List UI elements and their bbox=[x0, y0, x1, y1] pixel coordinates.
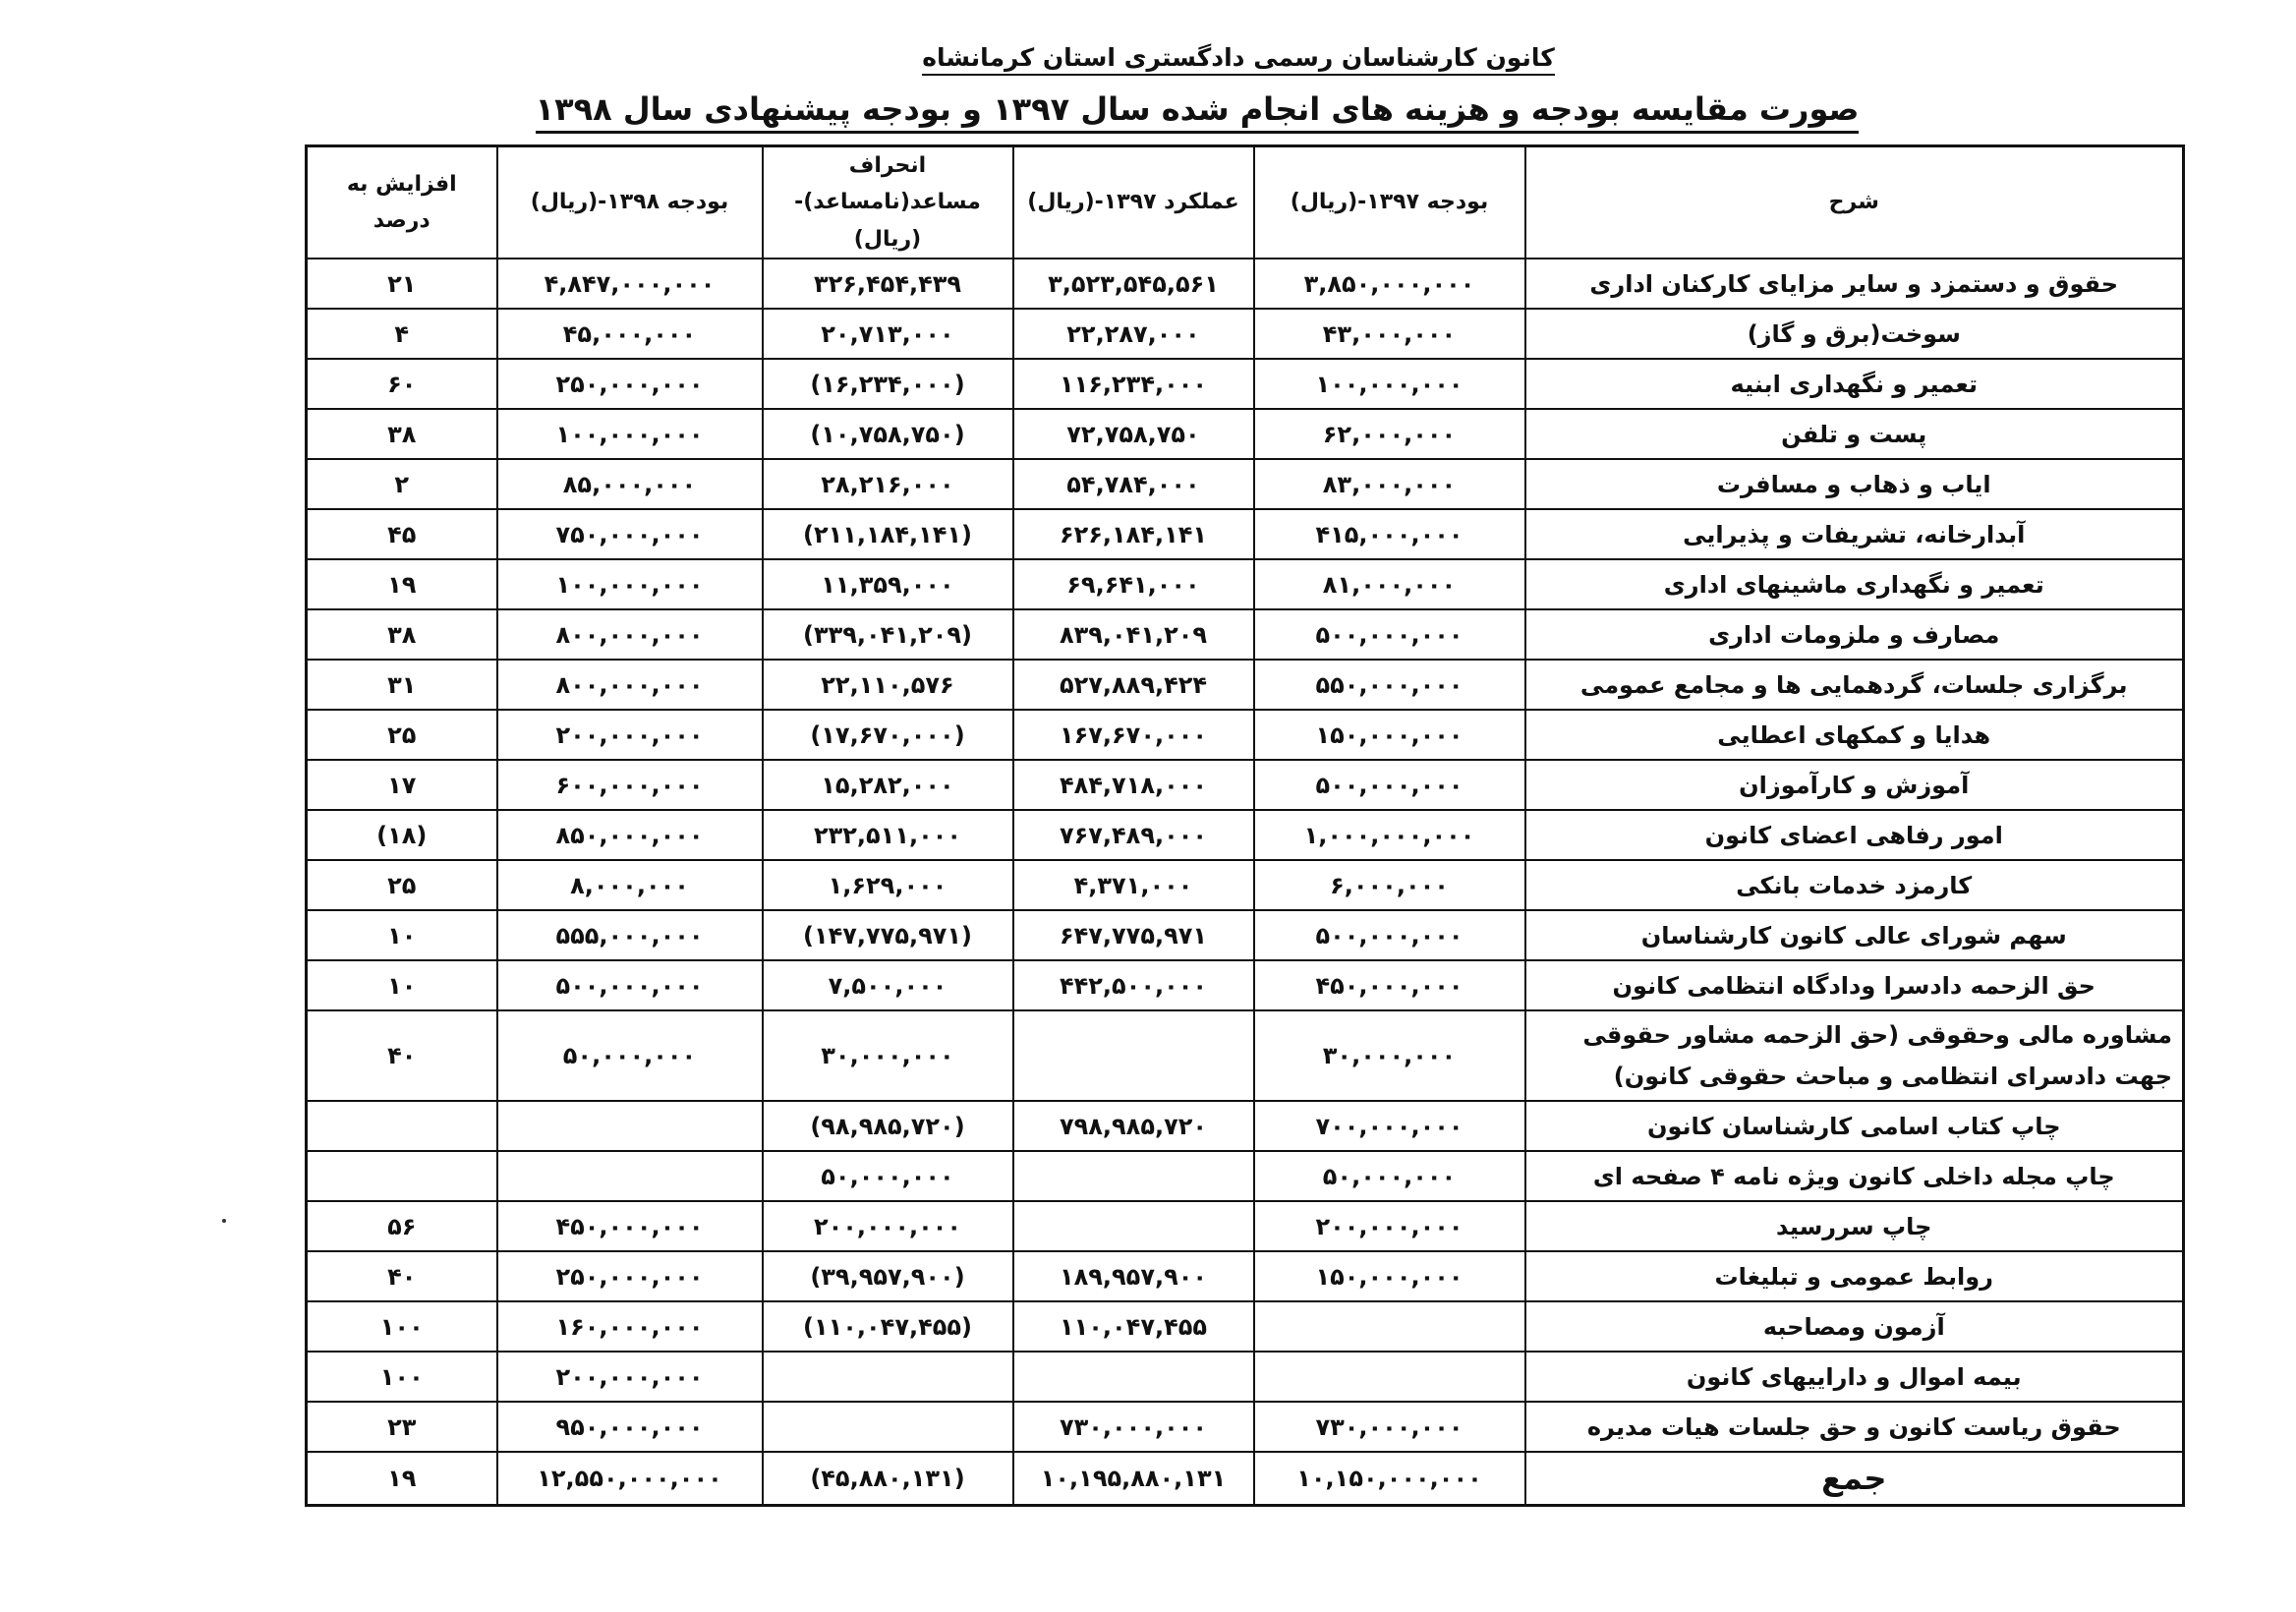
row-deviation: (۱۰,۷۵۸,۷۵۰) bbox=[763, 409, 1013, 459]
row-budget-1397: ۱۵۰,۰۰۰,۰۰۰ bbox=[1254, 710, 1525, 760]
row-deviation: ۳۲۶,۴۵۴,۴۳۹ bbox=[763, 259, 1013, 309]
table-row bbox=[307, 509, 2184, 559]
table-row bbox=[307, 760, 2184, 810]
table-row bbox=[307, 710, 2184, 760]
row-deviation bbox=[763, 1352, 1013, 1402]
row-deviation: (۱۷,۶۷۰,۰۰۰) bbox=[763, 710, 1013, 760]
table-row bbox=[307, 459, 2184, 509]
row-increase-percent: ۱۰۰ bbox=[307, 1352, 497, 1402]
row-description: سهم شورای عالی کانون کارشناسان bbox=[1525, 910, 2184, 960]
row-budget-1397: ۴۳,۰۰۰,۰۰۰ bbox=[1254, 309, 1525, 359]
row-actual-1397: ۴۴۲,۵۰۰,۰۰۰ bbox=[1013, 960, 1254, 1010]
row-actual-1397: ۲۲,۲۸۷,۰۰۰ bbox=[1013, 309, 1254, 359]
row-increase-percent: ۱۰ bbox=[307, 960, 497, 1010]
row-budget-1398: ۱۰۰,۰۰۰,۰۰۰ bbox=[497, 409, 763, 459]
row-budget-1397: ۴۱۵,۰۰۰,۰۰۰ bbox=[1254, 509, 1525, 559]
row-description: بیمه اموال و داراییهای کانون bbox=[1525, 1352, 2184, 1402]
row-increase-percent: ۳۱ bbox=[307, 660, 497, 710]
row-budget-1398: ۲۰۰,۰۰۰,۰۰۰ bbox=[497, 710, 763, 760]
row-increase-percent: ۵۶ bbox=[307, 1201, 497, 1251]
scan-speck bbox=[222, 1219, 226, 1223]
row-description: هدایا و کمکهای اعطایی bbox=[1525, 710, 2184, 760]
row-deviation: ۲۲,۱۱۰,۵۷۶ bbox=[763, 660, 1013, 710]
row-deviation: ۱۱,۳۵۹,۰۰۰ bbox=[763, 559, 1013, 609]
document-title bbox=[0, 90, 2296, 134]
row-actual-1397: ۵۲۷,۸۸۹,۴۲۴ bbox=[1013, 660, 1254, 710]
row-budget-1397 bbox=[1254, 1352, 1525, 1402]
row-actual-1397: ۳,۵۲۳,۵۴۵,۵۶۱ bbox=[1013, 259, 1254, 309]
budget-comparison-table bbox=[305, 144, 2185, 1507]
row-budget-1398: ۵۰۰,۰۰۰,۰۰۰ bbox=[497, 960, 763, 1010]
row-deviation: (۹۸,۹۸۵,۷۲۰) bbox=[763, 1101, 1013, 1151]
row-budget-1397: ۷۳۰,۰۰۰,۰۰۰ bbox=[1254, 1402, 1525, 1452]
row-budget-1398: ۸۵۰,۰۰۰,۰۰۰ bbox=[497, 810, 763, 860]
row-deviation: ۵۰,۰۰۰,۰۰۰ bbox=[763, 1151, 1013, 1201]
table-row bbox=[307, 910, 2184, 960]
row-description: تعمیر و نگهداری ابنیه bbox=[1525, 359, 2184, 409]
row-description: مصارف و ملزومات اداری bbox=[1525, 609, 2184, 660]
row-description: چاپ کتاب اسامی کارشناسان کانون bbox=[1525, 1101, 2184, 1151]
row-budget-1398: ۱۶۰,۰۰۰,۰۰۰ bbox=[497, 1301, 763, 1352]
row-budget-1398: ۴,۸۴۷,۰۰۰,۰۰۰ bbox=[497, 259, 763, 309]
row-deviation: ۲۸,۲۱۶,۰۰۰ bbox=[763, 459, 1013, 509]
table-row bbox=[307, 1251, 2184, 1301]
row-description: پست و تلفن bbox=[1525, 409, 2184, 459]
row-description: جمع bbox=[1525, 1452, 2184, 1506]
table-row bbox=[307, 609, 2184, 660]
table-row bbox=[307, 409, 2184, 459]
row-description: حق الزحمه دادسرا ودادگاه انتظامی کانون bbox=[1525, 960, 2184, 1010]
row-budget-1398: ۲۵۰,۰۰۰,۰۰۰ bbox=[497, 1251, 763, 1301]
row-budget-1398: ۹۵۰,۰۰۰,۰۰۰ bbox=[497, 1402, 763, 1452]
row-increase-percent: ۴۰ bbox=[307, 1251, 497, 1301]
row-description: چاپ سررسید bbox=[1525, 1201, 2184, 1251]
table-row bbox=[307, 259, 2184, 309]
row-actual-1397: ۶۹,۶۴۱,۰۰۰ bbox=[1013, 559, 1254, 609]
row-description: امور رفاهی اعضای کانون bbox=[1525, 810, 2184, 860]
row-description: حقوق و دستمزد و سایر مزایای کارکنان اداری bbox=[1525, 259, 2184, 309]
row-description: روابط عمومی و تبلیغات bbox=[1525, 1251, 2184, 1301]
row-budget-1398: ۸۰۰,۰۰۰,۰۰۰ bbox=[497, 609, 763, 660]
row-budget-1398: ۵۰,۰۰۰,۰۰۰ bbox=[497, 1010, 763, 1101]
row-budget-1398: ۲۵۰,۰۰۰,۰۰۰ bbox=[497, 359, 763, 409]
row-actual-1397: ۷۲,۷۵۸,۷۵۰ bbox=[1013, 409, 1254, 459]
row-budget-1397: ۵۰۰,۰۰۰,۰۰۰ bbox=[1254, 609, 1525, 660]
row-description: حقوق ریاست کانون و حق جلسات هیات مدیره bbox=[1525, 1402, 2184, 1452]
row-budget-1398: ۴۵۰,۰۰۰,۰۰۰ bbox=[497, 1201, 763, 1251]
table-row bbox=[307, 309, 2184, 359]
row-description: ایاب و ذهاب و مسافرت bbox=[1525, 459, 2184, 509]
row-budget-1398: ۸,۰۰۰,۰۰۰ bbox=[497, 860, 763, 910]
total-row bbox=[307, 1452, 2184, 1506]
table-row bbox=[307, 359, 2184, 409]
row-deviation: (۳۳۹,۰۴۱,۲۰۹) bbox=[763, 609, 1013, 660]
row-increase-percent: ۴ bbox=[307, 309, 497, 359]
row-actual-1397: ۷۹۸,۹۸۵,۷۲۰ bbox=[1013, 1101, 1254, 1151]
row-budget-1398: ۱۰۰,۰۰۰,۰۰۰ bbox=[497, 559, 763, 609]
row-deviation: ۲۰۰,۰۰۰,۰۰۰ bbox=[763, 1201, 1013, 1251]
row-budget-1397: ۱۵۰,۰۰۰,۰۰۰ bbox=[1254, 1251, 1525, 1301]
row-budget-1397: ۱۰,۱۵۰,۰۰۰,۰۰۰ bbox=[1254, 1452, 1525, 1506]
table-row bbox=[307, 1101, 2184, 1151]
header-budget-1398: بودجه ۱۳۹۸-(ریال) bbox=[497, 146, 763, 259]
row-deviation: ۱,۶۲۹,۰۰۰ bbox=[763, 860, 1013, 910]
row-budget-1397: ۴۵۰,۰۰۰,۰۰۰ bbox=[1254, 960, 1525, 1010]
row-budget-1397: ۳۰,۰۰۰,۰۰۰ bbox=[1254, 1010, 1525, 1101]
organization-title bbox=[0, 43, 2296, 76]
row-budget-1397: ۶,۰۰۰,۰۰۰ bbox=[1254, 860, 1525, 910]
row-budget-1398: ۸۵,۰۰۰,۰۰۰ bbox=[497, 459, 763, 509]
row-actual-1397 bbox=[1013, 1010, 1254, 1101]
row-increase-percent: ۱۷ bbox=[307, 760, 497, 810]
row-increase-percent: ۴۰ bbox=[307, 1010, 497, 1101]
row-description: مشاوره مالی وحقوقی (حق الزحمه مشاور حقوقی جهت دادسرای انتظامی و مباحث حقوقی کانون) bbox=[1525, 1010, 2184, 1101]
row-actual-1397: ۷۶۷,۴۸۹,۰۰۰ bbox=[1013, 810, 1254, 860]
row-budget-1397: ۶۲,۰۰۰,۰۰۰ bbox=[1254, 409, 1525, 459]
row-actual-1397: ۴,۳۷۱,۰۰۰ bbox=[1013, 860, 1254, 910]
row-budget-1398: ۶۰۰,۰۰۰,۰۰۰ bbox=[497, 760, 763, 810]
row-increase-percent: ۲۳ bbox=[307, 1402, 497, 1452]
row-actual-1397: ۱۱۶,۲۳۴,۰۰۰ bbox=[1013, 359, 1254, 409]
row-budget-1397: ۱۰۰,۰۰۰,۰۰۰ bbox=[1254, 359, 1525, 409]
row-deviation: ۱۵,۲۸۲,۰۰۰ bbox=[763, 760, 1013, 810]
table-row bbox=[307, 860, 2184, 910]
row-deviation: (۱۴۷,۷۷۵,۹۷۱) bbox=[763, 910, 1013, 960]
row-deviation: (۲۱۱,۱۸۴,۱۴۱) bbox=[763, 509, 1013, 559]
row-description: تعمیر و نگهداری ماشینهای اداری bbox=[1525, 559, 2184, 609]
table-row bbox=[307, 1402, 2184, 1452]
table-row bbox=[307, 1301, 2184, 1352]
row-increase-percent bbox=[307, 1151, 497, 1201]
row-budget-1398: ۴۵,۰۰۰,۰۰۰ bbox=[497, 309, 763, 359]
header-increase-percent: افزایش به درصد bbox=[307, 146, 497, 259]
row-actual-1397: ۱۱۰,۰۴۷,۴۵۵ bbox=[1013, 1301, 1254, 1352]
table-body bbox=[307, 259, 2184, 1506]
table-row bbox=[307, 1201, 2184, 1251]
row-increase-percent: ۱۰۰ bbox=[307, 1301, 497, 1352]
document-title-text: صورت مقایسه بودجه و هزینه های انجام شده سال ۱۳۹۷ و بودجه پیشنهادی سال ۱۳۹۸ bbox=[536, 90, 1860, 134]
header-budget-1397: بودجه ۱۳۹۷-(ریال) bbox=[1254, 146, 1525, 259]
row-increase-percent: ۴۵ bbox=[307, 509, 497, 559]
row-increase-percent: ۱۹ bbox=[307, 1452, 497, 1506]
row-increase-percent: ۲۵ bbox=[307, 860, 497, 910]
organization-title-text: کانون کارشناسان رسمی دادگستری استان کرمانشاه bbox=[922, 43, 1555, 76]
row-deviation: ۷,۵۰۰,۰۰۰ bbox=[763, 960, 1013, 1010]
row-actual-1397: ۱۶۷,۶۷۰,۰۰۰ bbox=[1013, 710, 1254, 760]
row-actual-1397: ۵۴,۷۸۴,۰۰۰ bbox=[1013, 459, 1254, 509]
row-deviation: ۲۳۲,۵۱۱,۰۰۰ bbox=[763, 810, 1013, 860]
row-increase-percent: ۱۹ bbox=[307, 559, 497, 609]
table-row bbox=[307, 810, 2184, 860]
row-actual-1397: ۶۲۶,۱۸۴,۱۴۱ bbox=[1013, 509, 1254, 559]
row-budget-1397: ۱,۰۰۰,۰۰۰,۰۰۰ bbox=[1254, 810, 1525, 860]
row-actual-1397: ۶۴۷,۷۷۵,۹۷۱ bbox=[1013, 910, 1254, 960]
row-actual-1397: ۴۸۴,۷۱۸,۰۰۰ bbox=[1013, 760, 1254, 810]
row-increase-percent: ۲ bbox=[307, 459, 497, 509]
row-description: آبدارخانه، تشریفات و پذیرایی bbox=[1525, 509, 2184, 559]
row-description: برگزاری جلسات، گردهمایی ها و مجامع عمومی bbox=[1525, 660, 2184, 710]
row-budget-1397: ۲۰۰,۰۰۰,۰۰۰ bbox=[1254, 1201, 1525, 1251]
row-increase-percent: ۲۱ bbox=[307, 259, 497, 309]
row-actual-1397: ۸۳۹,۰۴۱,۲۰۹ bbox=[1013, 609, 1254, 660]
row-budget-1398: ۱۲,۵۵۰,۰۰۰,۰۰۰ bbox=[497, 1452, 763, 1506]
row-increase-percent: (۱۸) bbox=[307, 810, 497, 860]
row-actual-1397: ۱۸۹,۹۵۷,۹۰۰ bbox=[1013, 1251, 1254, 1301]
row-increase-percent: ۱۰ bbox=[307, 910, 497, 960]
row-description: کارمزد خدمات بانکی bbox=[1525, 860, 2184, 910]
row-budget-1397 bbox=[1254, 1301, 1525, 1352]
row-deviation: ۲۰,۷۱۳,۰۰۰ bbox=[763, 309, 1013, 359]
row-deviation: (۴۵,۸۸۰,۱۳۱) bbox=[763, 1452, 1013, 1506]
row-increase-percent bbox=[307, 1101, 497, 1151]
row-actual-1397 bbox=[1013, 1352, 1254, 1402]
row-description: چاپ مجله داخلی کانون ویژه نامه ۴ صفحه ای bbox=[1525, 1151, 2184, 1201]
row-budget-1398: ۷۵۰,۰۰۰,۰۰۰ bbox=[497, 509, 763, 559]
row-budget-1398 bbox=[497, 1151, 763, 1201]
row-budget-1397: ۵۵۰,۰۰۰,۰۰۰ bbox=[1254, 660, 1525, 710]
row-description: آموزش و کارآموزان bbox=[1525, 760, 2184, 810]
table-row bbox=[307, 960, 2184, 1010]
row-budget-1397: ۳,۸۵۰,۰۰۰,۰۰۰ bbox=[1254, 259, 1525, 309]
row-budget-1397: ۸۱,۰۰۰,۰۰۰ bbox=[1254, 559, 1525, 609]
row-budget-1398: ۵۵۵,۰۰۰,۰۰۰ bbox=[497, 910, 763, 960]
row-increase-percent: ۶۰ bbox=[307, 359, 497, 409]
row-deviation: (۳۹,۹۵۷,۹۰۰) bbox=[763, 1251, 1013, 1301]
header-actual-1397: عملکرد ۱۳۹۷-(ریال) bbox=[1013, 146, 1254, 259]
row-budget-1398: ۲۰۰,۰۰۰,۰۰۰ bbox=[497, 1352, 763, 1402]
row-budget-1397: ۸۳,۰۰۰,۰۰۰ bbox=[1254, 459, 1525, 509]
row-deviation bbox=[763, 1402, 1013, 1452]
header-description: شرح bbox=[1525, 146, 2184, 259]
table-row bbox=[307, 1010, 2184, 1101]
table-row bbox=[307, 1352, 2184, 1402]
table-row bbox=[307, 559, 2184, 609]
table-row bbox=[307, 660, 2184, 710]
row-increase-percent: ۲۵ bbox=[307, 710, 497, 760]
row-budget-1397: ۷۰۰,۰۰۰,۰۰۰ bbox=[1254, 1101, 1525, 1151]
row-budget-1398 bbox=[497, 1101, 763, 1151]
row-budget-1398: ۸۰۰,۰۰۰,۰۰۰ bbox=[497, 660, 763, 710]
row-actual-1397 bbox=[1013, 1201, 1254, 1251]
row-deviation: (۱۱۰,۰۴۷,۴۵۵) bbox=[763, 1301, 1013, 1352]
row-deviation: ۳۰,۰۰۰,۰۰۰ bbox=[763, 1010, 1013, 1101]
row-actual-1397 bbox=[1013, 1151, 1254, 1201]
row-budget-1397: ۵۰,۰۰۰,۰۰۰ bbox=[1254, 1151, 1525, 1201]
table-header-row bbox=[307, 146, 2184, 259]
row-actual-1397: ۷۳۰,۰۰۰,۰۰۰ bbox=[1013, 1402, 1254, 1452]
row-description: سوخت(برق و گاز) bbox=[1525, 309, 2184, 359]
row-actual-1397: ۱۰,۱۹۵,۸۸۰,۱۳۱ bbox=[1013, 1452, 1254, 1506]
row-deviation: (۱۶,۲۳۴,۰۰۰) bbox=[763, 359, 1013, 409]
row-description: آزمون ومصاحبه bbox=[1525, 1301, 2184, 1352]
row-increase-percent: ۳۸ bbox=[307, 609, 497, 660]
row-budget-1397: ۵۰۰,۰۰۰,۰۰۰ bbox=[1254, 910, 1525, 960]
header-deviation: انحراف مساعد(نامساعد)-(ریال) bbox=[763, 146, 1013, 259]
table-row bbox=[307, 1151, 2184, 1201]
row-increase-percent: ۳۸ bbox=[307, 409, 497, 459]
row-budget-1397: ۵۰۰,۰۰۰,۰۰۰ bbox=[1254, 760, 1525, 810]
